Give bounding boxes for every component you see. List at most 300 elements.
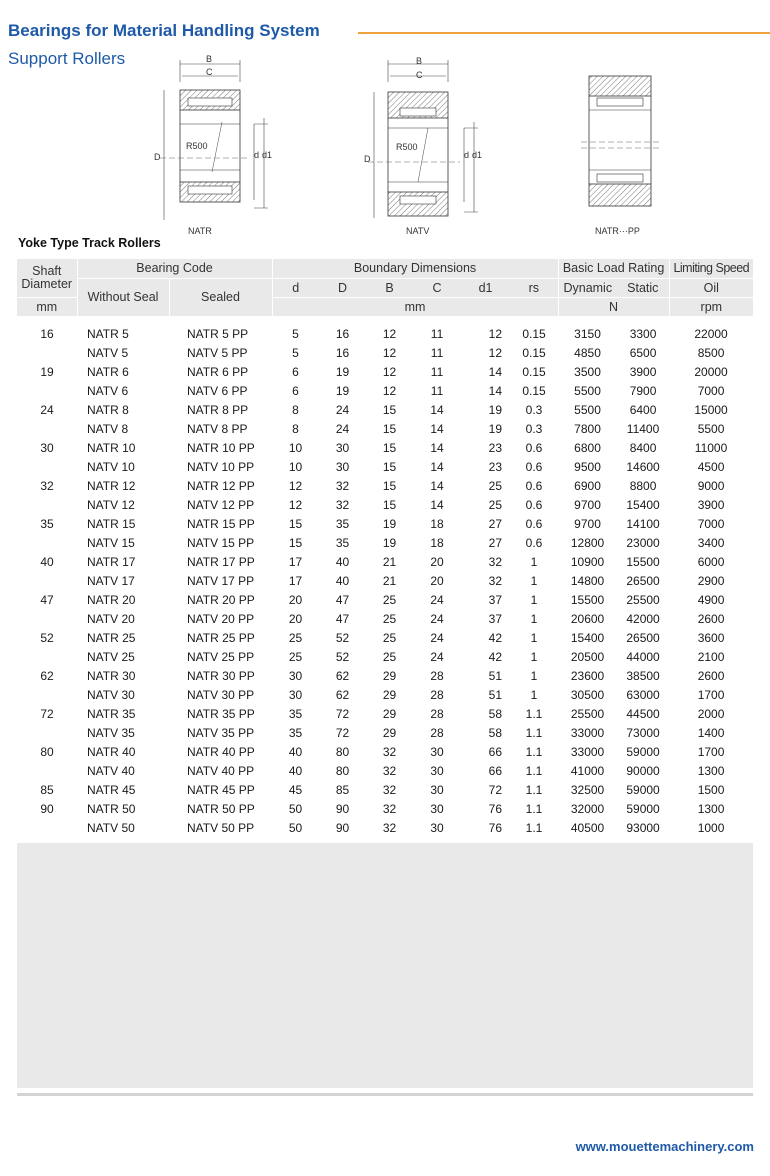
cell-static-load: 15500 <box>626 554 660 569</box>
cell-d: 6 <box>292 383 299 398</box>
cell-static-load: 25500 <box>626 592 660 607</box>
cell-oil-speed: 1400 <box>697 725 725 740</box>
cell-sealed-code: NATV 40 PP <box>187 763 255 778</box>
table-row <box>17 381 753 400</box>
table-row <box>17 495 753 514</box>
website-link[interactable]: www.mouettemachinery.com <box>575 1139 754 1154</box>
cell-d1: 51 <box>488 668 503 683</box>
cell-C: 28 <box>430 706 444 721</box>
natv-inner1-label: d1 <box>472 150 483 160</box>
cell-d1: 14 <box>488 383 503 398</box>
diagram-natv <box>360 52 490 236</box>
cell-D: 19 <box>335 383 350 398</box>
cell-D: 40 <box>335 554 350 569</box>
cell-without-seal-code: NATR 25 <box>87 630 136 645</box>
cell-sealed-code: NATR 30 PP <box>187 668 255 683</box>
cell-shaft-diameter <box>17 609 77 628</box>
cell-D: 40 <box>335 573 350 588</box>
table-row <box>17 761 753 780</box>
cell-without-seal-code: NATV 5 <box>87 345 129 360</box>
cell-sealed-code: NATV 25 PP <box>187 649 255 664</box>
cell-oil-speed: 7000 <box>697 383 725 398</box>
cell-without-seal-code: NATV 20 <box>87 611 135 626</box>
cell-shaft-diameter: 90 <box>40 801 54 816</box>
unit-shaft: mm <box>17 297 77 316</box>
cell-C: 30 <box>430 763 444 778</box>
table-body <box>17 324 753 837</box>
natv-b-label: B <box>416 56 423 66</box>
cell-rs: 0.15 <box>522 326 546 341</box>
cell-C: 30 <box>430 820 444 835</box>
col-d-header: d <box>272 278 319 297</box>
unit-dimensions: mm <box>272 297 558 316</box>
cell-d: 12 <box>288 478 303 493</box>
cell-sealed-code: NATV 5 PP <box>187 345 248 360</box>
cell-sealed-code: NATR 17 PP <box>187 554 255 569</box>
cell-rs: 1 <box>530 554 538 569</box>
cell-D: 47 <box>335 592 350 607</box>
table-row <box>17 685 753 704</box>
table-row <box>17 590 753 609</box>
cell-shaft-diameter <box>17 685 77 704</box>
cell-D: 24 <box>335 402 350 417</box>
unit-speed: rpm <box>669 297 753 316</box>
col-rs-header: rs <box>510 278 558 297</box>
natv-caption: NATV <box>406 226 430 236</box>
cell-dynamic-load: 9500 <box>574 459 601 474</box>
cell-dynamic-load: 41000 <box>570 763 605 778</box>
cell-D: 90 <box>335 820 350 835</box>
cell-C: 24 <box>430 649 444 664</box>
cell-static-load: 59000 <box>626 744 660 759</box>
cell-C: 20 <box>430 554 444 569</box>
cell-B: 29 <box>382 706 397 721</box>
table-row <box>17 609 753 628</box>
cell-without-seal-code: NATR 8 <box>87 402 129 417</box>
cell-sealed-code: NATR 8 PP <box>187 402 249 417</box>
cell-static-load: 14100 <box>626 516 660 531</box>
cell-sealed-code: NATR 45 PP <box>187 782 255 797</box>
cell-d: 5 <box>292 345 299 360</box>
cell-d1: 51 <box>488 687 503 702</box>
table-row <box>17 457 753 476</box>
cell-sealed-code: NATV 10 PP <box>187 459 255 474</box>
cell-B: 25 <box>382 649 397 664</box>
cell-sealed-code: NATR 40 PP <box>187 744 255 759</box>
cell-static-load: 63000 <box>626 687 660 702</box>
title-rule <box>358 32 770 34</box>
cell-sealed-code: NATR 5 PP <box>187 326 249 341</box>
cell-rs: 1.1 <box>525 706 543 721</box>
cell-sealed-code: NATV 20 PP <box>187 611 255 626</box>
cell-dynamic-load: 10900 <box>570 554 605 569</box>
cell-static-load: 59000 <box>626 801 660 816</box>
cell-D: 35 <box>335 516 350 531</box>
cell-D: 80 <box>335 744 350 759</box>
cell-without-seal-code: NATV 6 <box>87 383 129 398</box>
basic-load-rating-header: Basic Load Rating <box>558 259 669 278</box>
cell-rs: 1 <box>530 592 538 607</box>
table-row <box>17 419 753 438</box>
cell-without-seal-code: NATR 35 <box>87 706 136 721</box>
cell-oil-speed: 1500 <box>697 782 725 797</box>
natv-c-label: C <box>416 70 423 80</box>
cell-static-load: 44000 <box>626 649 660 664</box>
cell-static-load: 42000 <box>626 611 660 626</box>
cell-D: 90 <box>335 801 350 816</box>
cell-without-seal-code: NATV 15 <box>87 535 135 550</box>
cell-dynamic-load: 3150 <box>574 326 601 341</box>
cell-without-seal-code: NATR 15 <box>87 516 136 531</box>
cell-d: 8 <box>292 421 299 436</box>
cell-d1: 14 <box>488 364 503 379</box>
cell-without-seal-code: NATV 40 <box>87 763 135 778</box>
cell-D: 52 <box>335 630 350 645</box>
cell-without-seal-code: NATV 17 <box>87 573 135 588</box>
cell-oil-speed: 2000 <box>697 706 725 721</box>
cell-d1: 37 <box>488 592 503 607</box>
cell-D: 30 <box>335 440 350 455</box>
col-d1-header: d1 <box>461 278 510 297</box>
cell-C: 11 <box>430 326 444 341</box>
cell-B: 15 <box>382 497 397 512</box>
cell-oil-speed: 2100 <box>697 649 725 664</box>
cell-C: 24 <box>430 611 444 626</box>
cell-oil-speed: 6000 <box>697 554 725 569</box>
cell-sealed-code: NATR 15 PP <box>187 516 255 531</box>
table-row <box>17 476 753 495</box>
cell-oil-speed: 7000 <box>697 516 725 531</box>
boundary-dimensions-header: Boundary Dimensions <box>272 259 558 278</box>
cell-without-seal-code: NATR 5 <box>87 326 129 341</box>
grey-rule <box>17 1093 753 1096</box>
cell-C: 14 <box>430 440 444 455</box>
cell-shaft-diameter: 16 <box>40 326 54 341</box>
col-D-header: D <box>319 278 366 297</box>
cell-dynamic-load: 9700 <box>574 497 601 512</box>
cell-dynamic-load: 25500 <box>570 706 605 721</box>
cell-shaft-diameter <box>17 343 77 362</box>
table-row <box>17 780 753 799</box>
cell-B: 29 <box>382 668 397 683</box>
cell-dynamic-load: 6900 <box>574 478 601 493</box>
cell-d1: 66 <box>488 763 503 778</box>
table-header <box>17 259 753 316</box>
cell-D: 35 <box>335 535 350 550</box>
table-row <box>17 647 753 666</box>
cell-rs: 1 <box>530 611 538 626</box>
cell-oil-speed: 22000 <box>694 326 728 341</box>
cell-C: 30 <box>430 782 444 797</box>
cell-D: 32 <box>335 497 350 512</box>
cell-d: 6 <box>292 364 299 379</box>
cell-d1: 76 <box>488 801 503 816</box>
cell-sealed-code: NATR 35 PP <box>187 706 255 721</box>
cell-B: 19 <box>382 516 397 531</box>
cell-rs: 1.1 <box>525 725 543 740</box>
cell-oil-speed: 9000 <box>697 478 725 493</box>
cell-dynamic-load: 5500 <box>574 383 601 398</box>
cell-without-seal-code: NATV 50 <box>87 820 135 835</box>
cell-C: 20 <box>430 573 444 588</box>
cell-oil-speed: 1700 <box>697 687 725 702</box>
table-row <box>17 533 753 552</box>
cell-dynamic-load: 33000 <box>570 725 605 740</box>
cell-without-seal-code: NATV 35 <box>87 725 135 740</box>
cell-d: 25 <box>288 649 303 664</box>
cell-oil-speed: 3600 <box>697 630 725 645</box>
cell-d: 20 <box>288 592 303 607</box>
cell-dynamic-load: 33000 <box>570 744 605 759</box>
cell-shaft-diameter: 19 <box>40 364 54 379</box>
cell-oil-speed: 20000 <box>694 364 728 379</box>
cell-dynamic-load: 3500 <box>574 364 601 379</box>
cell-d1: 32 <box>488 573 503 588</box>
cell-static-load: 26500 <box>626 573 660 588</box>
cell-D: 62 <box>335 668 350 683</box>
cell-static-load: 6500 <box>629 345 657 360</box>
cell-oil-speed: 4900 <box>697 592 725 607</box>
cell-dynamic-load: 32000 <box>570 801 605 816</box>
cell-static-load: 15400 <box>626 497 660 512</box>
cell-d: 35 <box>288 706 303 721</box>
page-subtitle: Support Rollers <box>8 49 126 68</box>
cell-d: 25 <box>288 630 303 645</box>
cell-rs: 1.1 <box>525 801 543 816</box>
cell-sealed-code: NATV 15 PP <box>187 535 255 550</box>
cell-d1: 27 <box>488 516 503 531</box>
cell-rs: 0.6 <box>525 478 543 493</box>
cell-dynamic-load: 40500 <box>570 820 605 835</box>
table-row <box>17 799 753 818</box>
cell-C: 14 <box>430 478 444 493</box>
cell-d: 5 <box>292 326 299 341</box>
cell-shaft-diameter <box>17 495 77 514</box>
cell-without-seal-code: NATV 8 <box>87 421 129 436</box>
cell-dynamic-load: 15400 <box>570 630 605 645</box>
natr-pp-drawing <box>575 70 665 220</box>
cell-C: 30 <box>430 801 444 816</box>
cell-dynamic-load: 9700 <box>574 516 601 531</box>
natv-radius-label: R500 <box>396 142 418 152</box>
cell-sealed-code: NATV 12 PP <box>187 497 255 512</box>
cell-static-load: 90000 <box>626 763 660 778</box>
cell-rs: 0.6 <box>525 516 543 531</box>
cell-without-seal-code: NATV 30 <box>87 687 135 702</box>
cell-shaft-diameter <box>17 457 77 476</box>
cell-shaft-diameter <box>17 533 77 552</box>
cell-C: 24 <box>430 630 444 645</box>
cell-without-seal-code: NATR 10 <box>87 440 136 455</box>
table-row <box>17 704 753 723</box>
cell-oil-speed: 3900 <box>697 497 725 512</box>
cell-shaft-diameter: 47 <box>40 592 54 607</box>
cell-d: 8 <box>292 402 299 417</box>
cell-sealed-code: NATR 6 PP <box>187 364 249 379</box>
natv-drawing <box>360 52 490 222</box>
section-title: Yoke Type Track Rollers <box>18 236 161 250</box>
cell-static-load: 3900 <box>629 364 657 379</box>
cell-shaft-diameter: 85 <box>40 782 54 797</box>
cell-C: 14 <box>430 497 444 512</box>
limiting-speed-header: Limiting Speed <box>669 259 753 278</box>
cell-rs: 0.15 <box>522 364 546 379</box>
cell-static-load: 8800 <box>629 478 657 493</box>
cell-rs: 0.3 <box>525 421 543 436</box>
cell-B: 19 <box>382 535 397 550</box>
cell-d: 40 <box>288 744 303 759</box>
cell-C: 18 <box>430 535 444 550</box>
cell-sealed-code: NATV 8 PP <box>187 421 248 436</box>
static-header: Static <box>617 278 669 297</box>
cell-D: 19 <box>335 364 350 379</box>
cell-without-seal-code: NATR 40 <box>87 744 136 759</box>
grey-panel <box>17 843 753 1088</box>
cell-B: 32 <box>382 820 397 835</box>
sealed-header: Sealed <box>169 278 272 316</box>
diagram-natr <box>150 52 280 236</box>
cell-rs: 1.1 <box>525 744 543 759</box>
cell-d1: 25 <box>488 478 503 493</box>
diagram-natr-pp <box>575 70 665 236</box>
cell-rs: 1.1 <box>525 782 543 797</box>
cell-rs: 0.3 <box>525 402 543 417</box>
cell-B: 32 <box>382 801 397 816</box>
cell-shaft-diameter: 62 <box>40 668 54 683</box>
cell-static-load: 44500 <box>626 706 660 721</box>
cell-dynamic-load: 20500 <box>570 649 605 664</box>
cell-B: 32 <box>382 744 397 759</box>
cell-without-seal-code: NATR 50 <box>87 801 136 816</box>
oil-header: Oil <box>669 278 753 297</box>
cell-shaft-diameter <box>17 571 77 590</box>
natr-radius-label: R500 <box>186 141 208 151</box>
natr-c-label: C <box>206 67 213 77</box>
natr-outer-label: D <box>154 152 161 162</box>
cell-B: 12 <box>382 364 397 379</box>
cell-sealed-code: NATV 30 PP <box>187 687 255 702</box>
cell-oil-speed: 11000 <box>694 440 728 455</box>
cell-rs: 0.6 <box>525 497 543 512</box>
cell-D: 85 <box>335 782 350 797</box>
cell-d: 40 <box>288 763 303 778</box>
cell-d1: 19 <box>488 421 503 436</box>
natv-inner-label: d <box>464 150 470 160</box>
cell-B: 12 <box>382 383 397 398</box>
cell-B: 15 <box>382 459 397 474</box>
cell-D: 72 <box>335 725 350 740</box>
natr-b-label: B <box>206 54 213 64</box>
cell-rs: 0.6 <box>525 459 543 474</box>
natr-inner-label: d <box>254 150 260 160</box>
cell-B: 15 <box>382 440 397 455</box>
table-row <box>17 400 753 419</box>
cell-d1: 27 <box>488 535 503 550</box>
cell-shaft-diameter: 52 <box>40 630 54 645</box>
cell-C: 14 <box>430 402 444 417</box>
cell-static-load: 38500 <box>626 668 660 683</box>
cell-d1: 23 <box>488 440 503 455</box>
table-row <box>17 818 753 837</box>
cell-shaft-diameter: 40 <box>40 554 54 569</box>
cell-static-load: 23000 <box>626 535 660 550</box>
cell-D: 80 <box>335 763 350 778</box>
cell-d: 15 <box>288 535 303 550</box>
cell-d1: 12 <box>488 345 503 360</box>
page-title: Bearings for Material Handling System <box>8 21 320 40</box>
cell-shaft-diameter <box>17 381 77 400</box>
cell-B: 32 <box>382 782 397 797</box>
cell-d: 50 <box>288 820 303 835</box>
cell-d: 30 <box>288 668 303 683</box>
cell-shaft-diameter <box>17 419 77 438</box>
spec-table <box>17 259 753 837</box>
cell-oil-speed: 1300 <box>697 763 725 778</box>
cell-D: 62 <box>335 687 350 702</box>
cell-d: 30 <box>288 687 303 702</box>
cell-sealed-code: NATR 12 PP <box>187 478 255 493</box>
cell-without-seal-code: NATR 17 <box>87 554 136 569</box>
table-row <box>17 324 753 343</box>
table-row <box>17 571 753 590</box>
cell-dynamic-load: 14800 <box>570 573 605 588</box>
cell-B: 32 <box>382 763 397 778</box>
cell-dynamic-load: 15500 <box>570 592 605 607</box>
cell-sealed-code: NATV 6 PP <box>187 383 248 398</box>
cell-rs: 1.1 <box>525 820 543 835</box>
without-seal-header: Without Seal <box>77 278 169 316</box>
cell-oil-speed: 4500 <box>697 459 725 474</box>
cell-B: 15 <box>382 478 397 493</box>
bearing-code-header: Bearing Code <box>77 259 272 278</box>
cell-D: 47 <box>335 611 350 626</box>
cell-d1: 58 <box>488 706 503 721</box>
cell-C: 24 <box>430 592 444 607</box>
table-row <box>17 362 753 381</box>
cell-C: 11 <box>430 383 444 398</box>
cell-dynamic-load: 30500 <box>570 687 605 702</box>
col-C-header: C <box>413 278 461 297</box>
cell-dynamic-load: 6800 <box>574 440 601 455</box>
cell-D: 16 <box>335 345 350 360</box>
cell-static-load: 11400 <box>626 421 660 436</box>
cell-d: 15 <box>288 516 303 531</box>
cell-d1: 66 <box>488 744 503 759</box>
cell-d: 45 <box>288 782 303 797</box>
cell-rs: 1 <box>530 573 538 588</box>
cell-B: 25 <box>382 630 397 645</box>
cell-without-seal-code: NATV 12 <box>87 497 135 512</box>
cell-d: 50 <box>288 801 303 816</box>
cell-without-seal-code: NATR 12 <box>87 478 136 493</box>
cell-D: 52 <box>335 649 350 664</box>
cell-oil-speed: 1000 <box>697 820 725 835</box>
cell-oil-speed: 15000 <box>694 402 728 417</box>
cell-dynamic-load: 7800 <box>574 421 601 436</box>
cell-shaft-diameter <box>17 647 77 666</box>
cell-oil-speed: 1300 <box>697 801 725 816</box>
cell-without-seal-code: NATR 20 <box>87 592 136 607</box>
natv-outer-label: D <box>364 154 371 164</box>
cell-shaft-diameter: 24 <box>40 402 54 417</box>
cell-shaft-diameter: 72 <box>40 706 54 721</box>
col-B-header: B <box>366 278 413 297</box>
cell-oil-speed: 5500 <box>697 421 725 436</box>
cell-shaft-diameter <box>17 761 77 780</box>
table-row <box>17 742 753 761</box>
natr-drawing <box>150 52 280 222</box>
cell-oil-speed: 1700 <box>697 744 725 759</box>
